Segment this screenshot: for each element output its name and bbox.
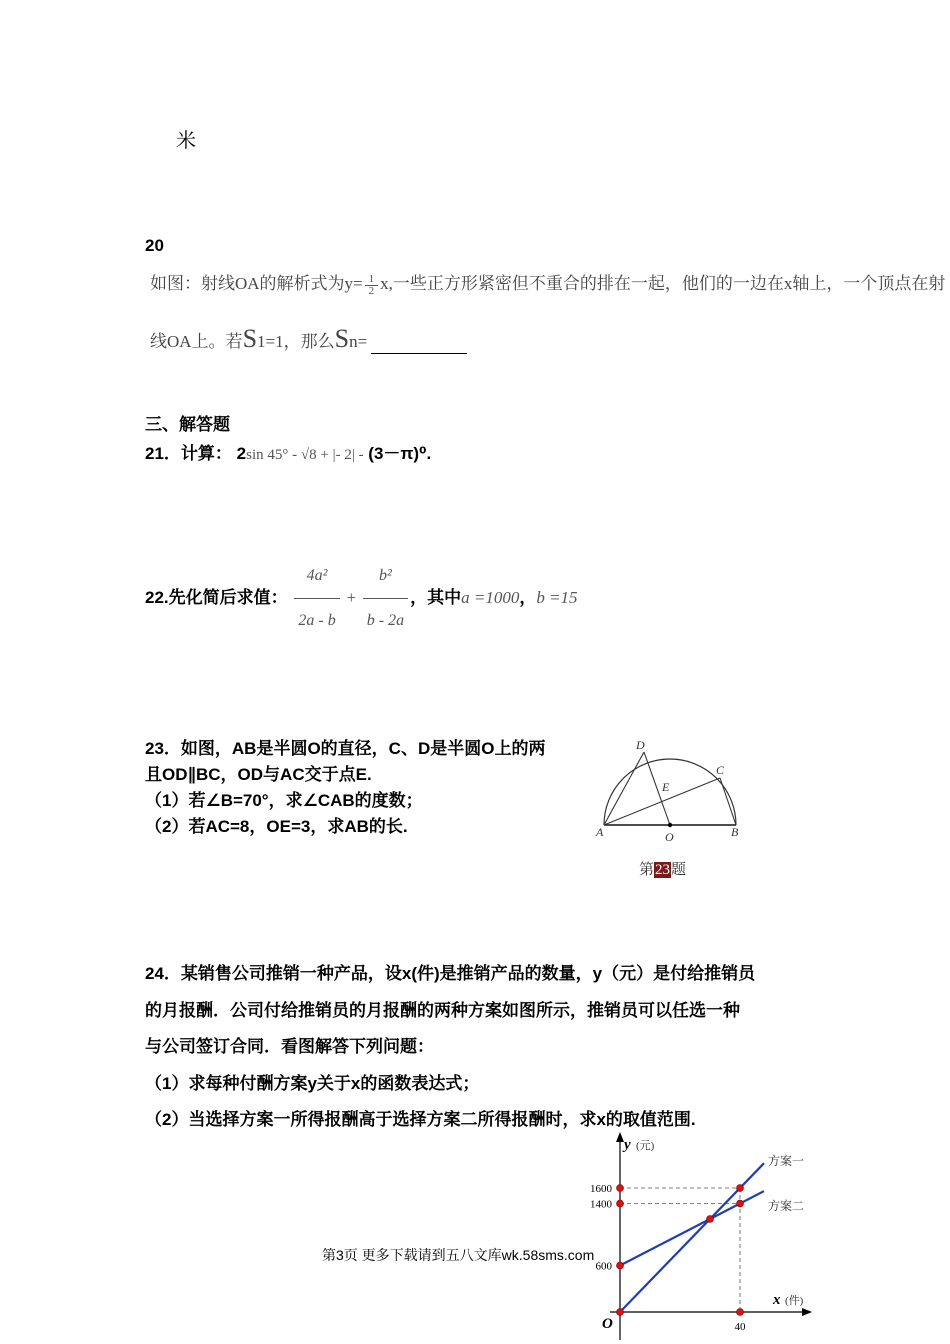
q20-number: 20 xyxy=(145,236,164,255)
origin-label: O xyxy=(602,1316,613,1332)
q20-answer-blank[interactable] xyxy=(371,335,467,354)
q20-line1-pre: 如图：射线OA的解析式为y= xyxy=(150,274,363,293)
label-a: A xyxy=(596,825,604,839)
q21-tail: (3－π)⁰. xyxy=(368,444,432,463)
q23-semicircle-figure xyxy=(592,734,752,844)
q23-caption-pre: 第 xyxy=(639,862,655,878)
y-axis-label: y xyxy=(624,1137,631,1153)
q23-line3: （1）若∠B=70°，求∠CAB的度数； xyxy=(145,791,423,810)
segment-bc xyxy=(720,778,736,825)
y-axis-point-1600 xyxy=(617,1185,624,1192)
q21 xyxy=(145,441,431,468)
q20-line1 xyxy=(150,272,945,297)
q23-line1: 23．如图，AB是半圆O的直径，C、D是半圆O上的两 xyxy=(145,739,546,758)
x-axis-point-40 xyxy=(737,1309,744,1316)
top-fragment: 米 xyxy=(176,130,196,152)
q22-comma: ， xyxy=(519,587,537,607)
q21-expression: sin 45° - √8 + |- 2| - xyxy=(246,447,364,463)
q24-line5: （2）当选择方案一所得报酬高于选择方案二所得报酬时，求x的取值范围. xyxy=(145,1110,696,1129)
segment-ad xyxy=(604,752,644,825)
q22-fraction-2 xyxy=(363,554,408,643)
q22-b-value: b =15 xyxy=(536,587,578,607)
series-label-2: 方案二 xyxy=(768,1199,805,1213)
q22 xyxy=(145,554,578,643)
q20-fraction xyxy=(365,274,379,297)
y-tick-600: 600 xyxy=(595,1260,612,1273)
q20-frac-den: 2 xyxy=(368,284,375,297)
q22-a-value: a =1000 xyxy=(461,587,520,607)
x-axis-arrow xyxy=(802,1308,812,1316)
y-axis-point-600 xyxy=(617,1262,624,1269)
center-dot xyxy=(668,823,672,827)
section-title: 三、解答题 xyxy=(145,415,230,434)
q23-caption xyxy=(639,858,686,879)
y-axis-unit: (元) xyxy=(636,1140,655,1152)
origin-point xyxy=(617,1309,624,1316)
q22-mid: ，其中 xyxy=(410,587,462,607)
y-axis-arrow xyxy=(616,1132,624,1142)
y-tick-1600: 1600 xyxy=(590,1183,612,1195)
q24-line2: 的月报酬．公司付给推销员的月报酬的两种方案如图所示，推销员可以任选一种 xyxy=(145,1000,740,1020)
q22-plus: + xyxy=(346,587,357,607)
label-d: D xyxy=(636,738,645,752)
label-b: B xyxy=(731,825,739,839)
label-c: C xyxy=(716,763,725,777)
q20-s1-big: S xyxy=(242,324,258,353)
q21-coef: 2 xyxy=(236,444,247,463)
series-label-1: 方案一 xyxy=(768,1154,805,1168)
y-tick-1400: 1400 xyxy=(590,1198,612,1211)
q24-text xyxy=(145,956,755,1139)
q24-line3: 与公司签订合同．看图解答下列问题： xyxy=(145,1037,434,1056)
y-axis-point-1400 xyxy=(617,1200,624,1207)
q21-label: 21．计算： xyxy=(145,444,232,463)
line-point-40-1400 xyxy=(737,1200,744,1207)
q20-sn-rest: n= xyxy=(349,332,368,351)
q20-frac-num: 1 xyxy=(365,274,379,286)
label-o: O xyxy=(665,830,674,844)
q23-caption-post: 题 xyxy=(671,862,687,878)
q20-line1-post: x,一些正方形紧密但不重合的排在一起，他们的一边在x轴上，一个顶点在射 xyxy=(380,274,946,293)
x-axis-unit: (件) xyxy=(785,1295,804,1307)
q20-s1-rest: 1=1，那么 xyxy=(257,332,335,351)
q23-caption-num: 23 xyxy=(655,862,671,878)
q24-line4: （1）求每种付酬方案y关于x的函数表达式； xyxy=(145,1073,480,1093)
line-point-40-1600 xyxy=(737,1185,744,1192)
q23-line2: 且OD∥BC，OD与AC交于点E. xyxy=(145,765,372,784)
intersection-point xyxy=(707,1216,714,1223)
q20-line2-a: 线OA上。若 xyxy=(150,332,243,351)
q22-f2-num: b² xyxy=(363,554,408,599)
q20-sn-big: S xyxy=(334,324,350,353)
q22-f1-num: 4a² xyxy=(294,554,339,599)
x-tick-40: 40 xyxy=(734,1321,746,1333)
x-axis-label: x xyxy=(773,1292,781,1308)
page-footer: 第3页 更多下载请到五八文库wk.58sms.com xyxy=(322,1247,595,1263)
q20-line2 xyxy=(150,324,467,354)
q22-label: 22.先化简后求值： xyxy=(145,587,288,607)
q24-payment-chart xyxy=(570,1128,820,1344)
q24-line1: 24．某销售公司推销一种产品，设x(件)是推销产品的数量，y（元）是付给推销员 xyxy=(145,964,756,983)
q22-fraction-1 xyxy=(294,554,339,643)
q22-f2-den: b - 2a xyxy=(366,612,405,629)
q23-line4: （2）若AC=8，OE=3，求AB的长. xyxy=(145,817,408,836)
q22-f1-den: 2a - b xyxy=(298,612,336,629)
q23-text xyxy=(145,736,597,840)
label-e: E xyxy=(662,780,670,794)
